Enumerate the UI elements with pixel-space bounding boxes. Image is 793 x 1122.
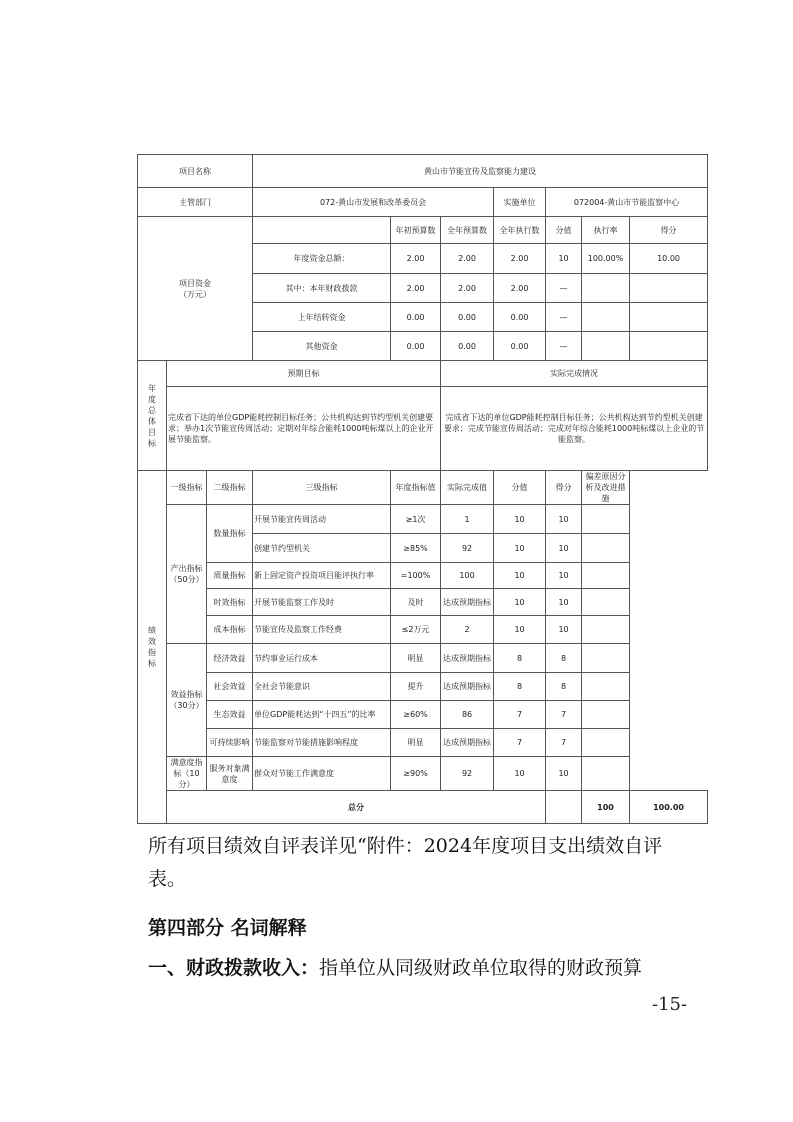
ind-actual: 1 [441, 505, 494, 534]
ind-got: 10 [546, 616, 582, 644]
funds-cell: 2.00 [391, 274, 441, 303]
total-got: 100.00 [630, 791, 708, 824]
funds-header: 全年执行数 [494, 217, 546, 244]
funds-header: 年初预算数 [391, 217, 441, 244]
ind-score: 10 [494, 563, 546, 589]
funds-cell: 10.00 [630, 244, 708, 274]
page-number: -15- [652, 994, 688, 1015]
ind-got: 10 [546, 505, 582, 534]
ind-score: 8 [494, 644, 546, 673]
ind-actual: 86 [441, 701, 494, 729]
term-label: 一、财政拨款收入： [148, 957, 320, 979]
ind-got: 10 [546, 757, 582, 791]
ind-target: 及时 [391, 589, 441, 616]
ind-header: 二级指标 [207, 471, 253, 505]
sub-service: 服务对象满意度 [207, 757, 253, 791]
ind-name: 全社会节能意识 [253, 673, 391, 701]
project-name: 黄山市节能宣传及监察能力建设 [253, 155, 708, 188]
ind-target: ≥85% [391, 534, 441, 563]
actual-goal-label: 实际完成情况 [441, 361, 708, 387]
benefit-group: 效益指标 （30分） [167, 644, 207, 757]
impl-value: 072004-黄山市节能监察中心 [546, 188, 708, 217]
ind-name: 创建节约型机关 [253, 534, 391, 563]
funds-cell [630, 332, 708, 361]
funds-cell: — [546, 274, 582, 303]
indicators-side-label: 绩 效 指 标 [138, 471, 167, 824]
ind-score: 10 [494, 757, 546, 791]
funds-row-name: 年度资金总额： [253, 244, 391, 274]
funds-cell: 0.00 [494, 332, 546, 361]
ind-got: 10 [546, 589, 582, 616]
impl-label: 实施单位 [494, 188, 546, 217]
sub-time: 时效指标 [207, 589, 253, 616]
ind-target: =100% [391, 563, 441, 589]
actual-goal-text: 完成省下达的单位GDP能耗控制目标任务；公共机构达到节约型机关创建要求；完成节能宣传周活动；完成对年综合能耗1000吨标煤以上企业的节能监察。 [441, 387, 708, 471]
funds-cell [630, 303, 708, 332]
ind-deviation [582, 644, 630, 673]
section-heading: 第四部分 名词解释 [148, 917, 307, 939]
ind-got: 10 [546, 534, 582, 563]
funds-cell: — [546, 303, 582, 332]
ind-got: 10 [546, 563, 582, 589]
funds-cell: 0.00 [494, 303, 546, 332]
term-paragraph [148, 953, 696, 980]
funds-label: 项目资金 （万元） [138, 217, 253, 361]
ind-name: 节能宣传及监察工作经费 [253, 616, 391, 644]
ind-actual: 达成预期指标 [441, 729, 494, 757]
ind-target: ≤2万元 [391, 616, 441, 644]
funds-row-name: 其中：本年财政拨款 [253, 274, 391, 303]
ind-name: 群众对节能工作满意度 [253, 757, 391, 791]
term-text: 指单位从同级财政单位取得的财政预算 [319, 957, 643, 979]
ind-target: ≥60% [391, 701, 441, 729]
dept-value: 072-黄山市发展和改革委员会 [253, 188, 494, 217]
ind-name: 新上固定资产投资项目能评执行率 [253, 563, 391, 589]
ind-target: 明显 [391, 644, 441, 673]
ind-actual: 达成预期指标 [441, 644, 494, 673]
ind-header: 分值 [494, 471, 546, 505]
ind-name: 开展节能监察工作及时 [253, 589, 391, 616]
ind-deviation [582, 757, 630, 791]
output-group: 产出指标 （50分） [167, 505, 207, 644]
sub-sustain: 可持续影响 [207, 729, 253, 757]
ind-actual: 2 [441, 616, 494, 644]
funds-cell: 0.00 [391, 332, 441, 361]
ind-score: 7 [494, 729, 546, 757]
ind-target: 明显 [391, 729, 441, 757]
ind-name: 节约事业运行成本 [253, 644, 391, 673]
ind-target: 提升 [391, 673, 441, 701]
funds-cell: — [546, 332, 582, 361]
ind-deviation [582, 505, 630, 534]
ind-deviation [582, 701, 630, 729]
ind-score: 10 [494, 505, 546, 534]
funds-cell: 2.00 [391, 244, 441, 274]
ind-deviation [582, 616, 630, 644]
sub-social: 社会效益 [207, 673, 253, 701]
funds-cell: 0.00 [441, 332, 494, 361]
sub-eco: 生态效益 [207, 701, 253, 729]
sub-econ: 经济效益 [207, 644, 253, 673]
total-blank [546, 791, 582, 824]
funds-header-blank [253, 217, 391, 244]
project-name-label: 项目名称 [138, 155, 253, 188]
funds-header: 执行率 [582, 217, 630, 244]
ind-header: 得分 [546, 471, 582, 505]
ind-got: 8 [546, 673, 582, 701]
funds-cell [582, 274, 630, 303]
sub-cost: 成本指标 [207, 616, 253, 644]
ind-score: 7 [494, 701, 546, 729]
satisfaction-group: 满意度指标（10分） [167, 757, 207, 791]
funds-cell: 0.00 [391, 303, 441, 332]
ind-target: ≥90% [391, 757, 441, 791]
funds-cell [582, 303, 630, 332]
sub-quantity: 数量指标 [207, 505, 253, 563]
funds-header: 全年预算数 [441, 217, 494, 244]
ind-got: 7 [546, 701, 582, 729]
ind-header: 实际完成值 [441, 471, 494, 505]
ind-score: 10 [494, 589, 546, 616]
ind-got: 7 [546, 729, 582, 757]
ind-target: ≥1次 [391, 505, 441, 534]
sub-quality: 质量指标 [207, 563, 253, 589]
ind-actual: 100 [441, 563, 494, 589]
body-paragraph: 所有项目绩效自评表详见“附件：2024年度项目支出绩效自评表。 [148, 835, 663, 890]
ind-actual: 达成预期指标 [441, 673, 494, 701]
funds-cell [630, 274, 708, 303]
dept-label: 主管部门 [138, 188, 253, 217]
total-score: 100 [582, 791, 630, 824]
funds-cell: 2.00 [441, 244, 494, 274]
funds-cell: 0.00 [441, 303, 494, 332]
funds-cell [582, 332, 630, 361]
ind-actual: 92 [441, 757, 494, 791]
ind-actual: 达成预期指标 [441, 589, 494, 616]
expected-goal-text: 完成省下达的单位GDP能耗控制目标任务；公共机构达到节约型机关创建要求；举办1次节能宣传周活动；定期对年综合能耗1000吨标煤以上的企业开展节能监察。 [167, 387, 441, 471]
ind-score: 10 [494, 534, 546, 563]
ind-deviation [582, 589, 630, 616]
expected-goal-label: 预期目标 [167, 361, 441, 387]
ind-score: 8 [494, 673, 546, 701]
funds-header: 分值 [546, 217, 582, 244]
ind-got: 8 [546, 644, 582, 673]
funds-cell: 2.00 [441, 274, 494, 303]
ind-name: 节能监察对节能措施影响程度 [253, 729, 391, 757]
ind-header: 年度指标值 [391, 471, 441, 505]
ind-header: 一级指标 [167, 471, 207, 505]
ind-deviation [582, 729, 630, 757]
total-label: 总分 [167, 791, 546, 824]
funds-cell: 2.00 [494, 274, 546, 303]
funds-row-name: 上年结转资金 [253, 303, 391, 332]
ind-deviation [582, 563, 630, 589]
performance-table [137, 154, 708, 824]
ind-score: 10 [494, 616, 546, 644]
ind-name: 开展节能宣传周活动 [253, 505, 391, 534]
funds-cell: 2.00 [494, 244, 546, 274]
ind-actual: 92 [441, 534, 494, 563]
ind-header: 偏差原因分析及改进措施 [582, 471, 630, 505]
funds-row-name: 其他资金 [253, 332, 391, 361]
goals-side-label: 年 度 总 体 目 标 [138, 361, 167, 471]
ind-name: 单位GDP能耗达到“十四五”的比率 [253, 701, 391, 729]
ind-deviation [582, 534, 630, 563]
funds-header: 得分 [630, 217, 708, 244]
funds-cell: 100.00% [582, 244, 630, 274]
ind-header: 三级指标 [253, 471, 391, 505]
ind-deviation [582, 673, 630, 701]
funds-cell: 10 [546, 244, 582, 274]
